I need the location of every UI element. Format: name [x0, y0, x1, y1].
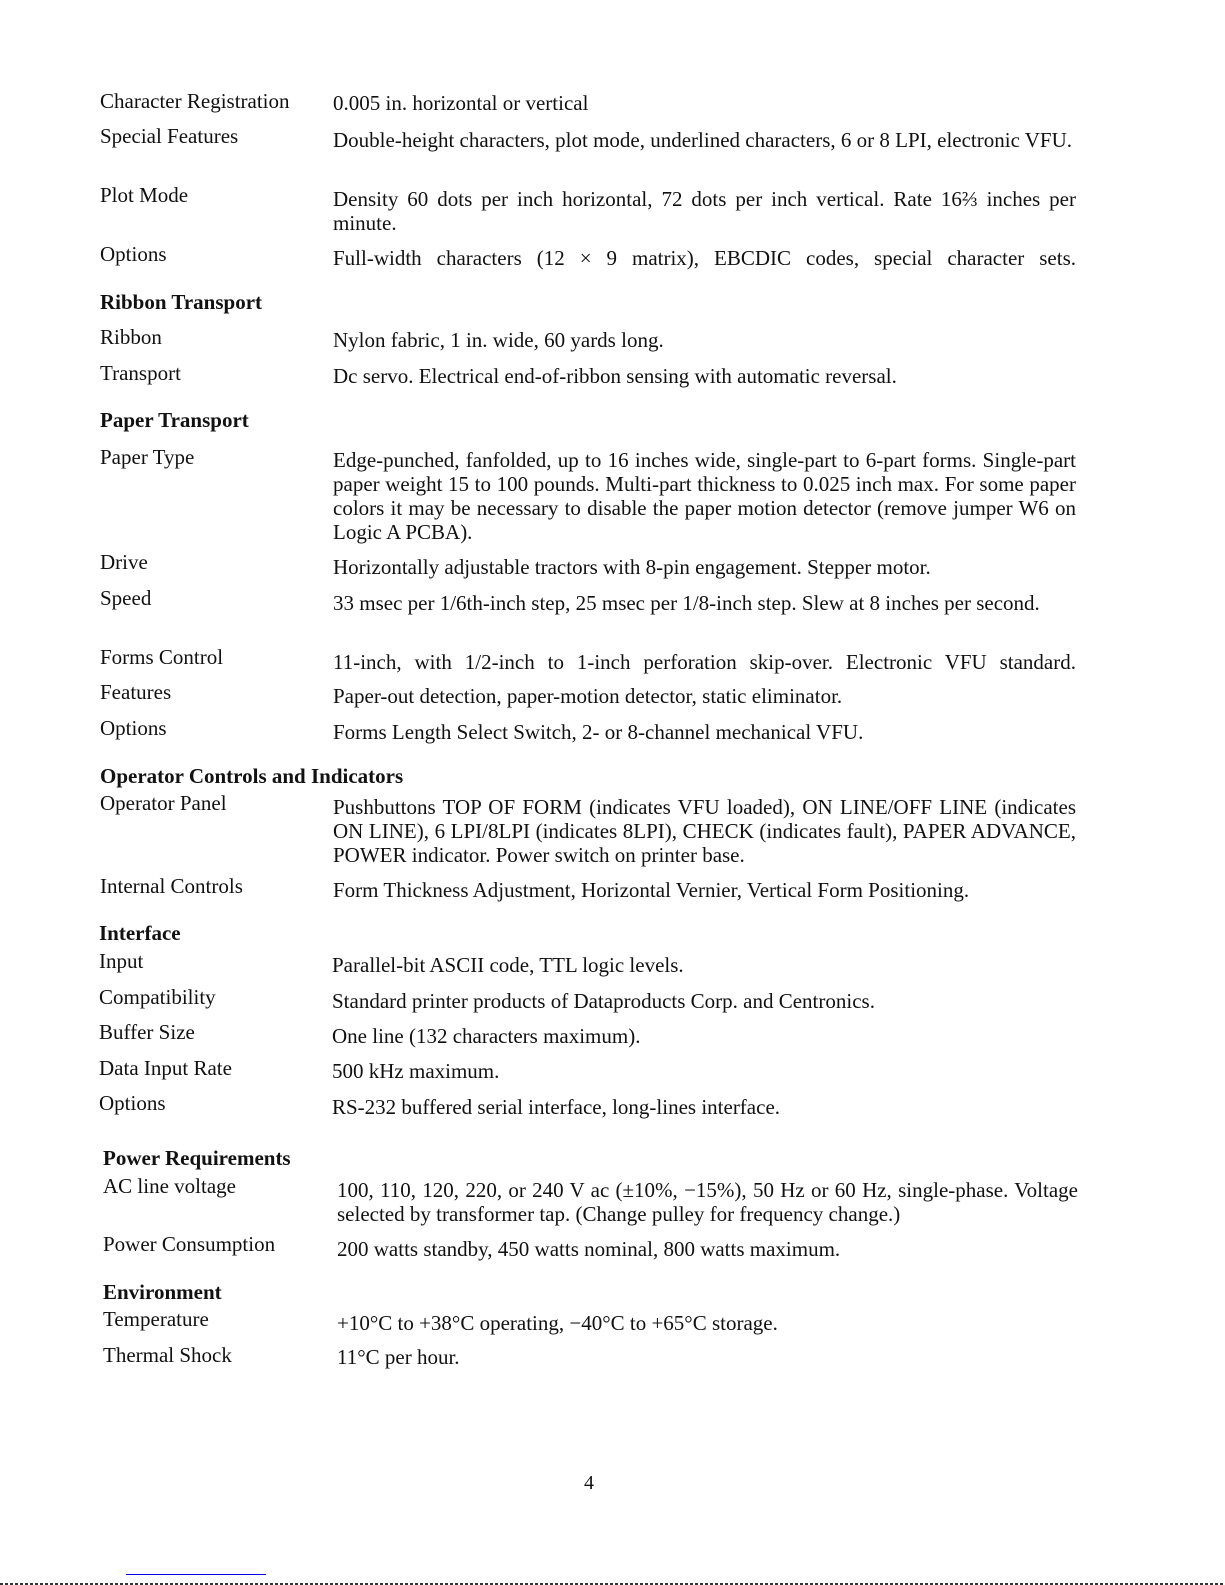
spec-label: Compatibility — [99, 985, 216, 1009]
spec-label: Speed — [100, 586, 152, 610]
spec-label: Paper Type — [100, 445, 195, 469]
spec-value: Horizontally adjustable tractors with 8-pin engagement. Stepper motor. — [333, 555, 931, 579]
spec-label: Operator Panel — [100, 791, 227, 815]
spec-value: Pushbuttons TOP OF FORM (indicates VFU loaded), ON LINE/OFF LINE (indicates ON LINE), 6 LPI/8LPI (indicates 8LPI), CHECK (indicates fault), PAPER ADVANCE, POWER indicator. Power switch on printer base. — [333, 795, 1076, 867]
spec-label: Forms Control — [100, 645, 224, 669]
spec-value: Form Thickness Adjustment, Horizontal Vernier, Vertical Form Positioning. — [333, 878, 970, 902]
spec-label: Temperature — [103, 1307, 209, 1331]
spec-value: 500 kHz maximum. — [332, 1059, 500, 1083]
spec-label: Transport — [100, 361, 181, 385]
spec-label: Data Input Rate — [99, 1056, 232, 1080]
page-number: 4 — [584, 1472, 594, 1494]
spec-value: Full-width characters (12 × 9 matrix), EBCDIC codes, special character sets. — [333, 246, 1076, 270]
spec-label: Internal Controls — [100, 874, 243, 898]
spec-value: Dc servo. Electrical end-of-ribbon sensing with automatic reversal. — [333, 364, 897, 388]
spec-value: 100, 110, 120, 220, or 240 V ac (±10%, −15%), 50 Hz or 60 Hz, single-phase. Voltage selected by transformer tap. (Change pulley for frequency change.) — [337, 1178, 1078, 1226]
spec-label: Options — [100, 242, 167, 266]
spec-value: Edge-punched, fanfolded, up to 16 inches wide, single-part to 6-part forms. Single-part paper weight 15 to 100 pounds. Multi-part thickness to 0.025 inch max. For some paper colors it may be necessary to disable the paper motion detector (remove jumper W6 on Logic A PCBA). — [333, 448, 1076, 544]
spec-label: Ribbon — [100, 325, 162, 349]
spec-value: RS-232 buffered serial interface, long-lines interface. — [332, 1095, 781, 1119]
section-heading: Paper Transport — [100, 408, 249, 432]
spec-label: Plot Mode — [100, 183, 189, 207]
spec-label: Buffer Size — [99, 1020, 195, 1044]
spec-label: Thermal Shock — [103, 1343, 232, 1367]
spec-value: Double-height characters, plot mode, underlined characters, 6 or 8 LPI, electronic VFU. — [333, 128, 1073, 152]
spec-value: 33 msec per 1/6th-inch step, 25 msec per 1/8-inch step. Slew at 8 inches per second. — [333, 591, 1040, 615]
spec-value: Nylon fabric, 1 in. wide, 60 yards long. — [333, 328, 664, 352]
spec-value: One line (132 characters maximum). — [332, 1024, 641, 1048]
spec-label: Input — [99, 949, 144, 973]
section-heading: Interface — [99, 921, 181, 945]
spec-value: Parallel-bit ASCII code, TTL logic levels. — [332, 953, 684, 977]
spec-label: Features — [100, 680, 172, 704]
section-heading: Environment — [103, 1280, 222, 1304]
spec-value: 200 watts standby, 450 watts nominal, 800 watts maximum. — [337, 1237, 841, 1261]
spec-value: 0.005 in. horizontal or vertical — [333, 91, 589, 115]
spec-value: Density 60 dots per inch horizontal, 72 dots per inch vertical. Rate 16⅔ inches per minute. — [333, 187, 1076, 235]
spec-label: Options — [100, 716, 167, 740]
spec-label: Options — [99, 1091, 166, 1115]
spec-value: Forms Length Select Switch, 2- or 8-channel mechanical VFU. — [333, 720, 864, 744]
spec-label: Special Features — [100, 124, 239, 148]
spec-label: Power Consumption — [103, 1232, 276, 1256]
spec-label: AC line voltage — [103, 1174, 236, 1198]
section-heading: Ribbon Transport — [100, 290, 263, 314]
spec-value: Paper-out detection, paper-motion detector, static eliminator. — [333, 684, 843, 708]
spec-label: Character Registration — [100, 89, 290, 113]
divider — [126, 1574, 266, 1575]
spec-value: +10°C to +38°C operating, −40°C to +65°C storage. — [337, 1311, 778, 1335]
section-heading: Power Requirements — [103, 1146, 291, 1170]
spec-label: Drive — [100, 550, 148, 574]
section-heading: Operator Controls and Indicators — [100, 764, 404, 788]
spec-value: Standard printer products of Dataproducts Corp. and Centronics. — [332, 989, 875, 1013]
spec-value: 11°C per hour. — [337, 1345, 460, 1369]
spec-value: 11-inch, with 1/2-inch to 1-inch perforation skip-over. Electronic VFU standard. — [333, 650, 1076, 674]
